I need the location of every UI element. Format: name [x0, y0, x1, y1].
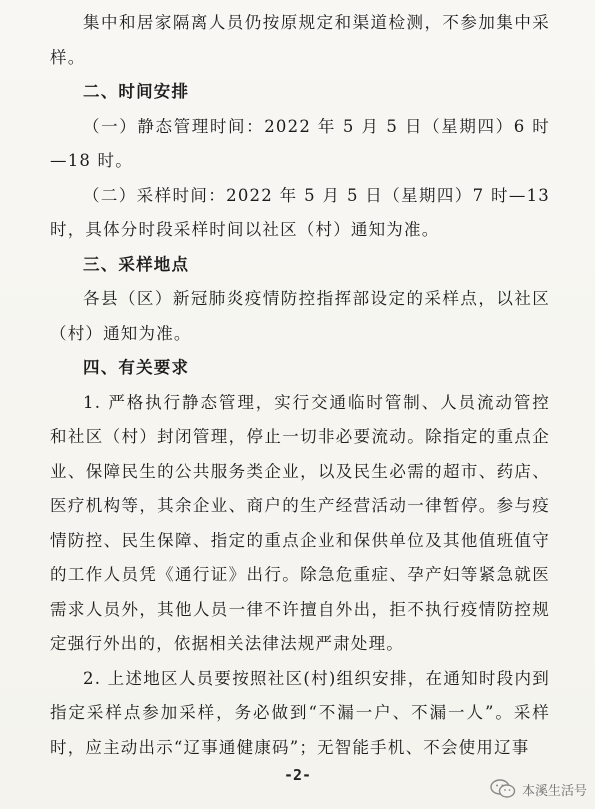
body-paragraph: （一）静态管理时间：2022 年 5 月 5 日（星期四）6 时—18 时。 [50, 116, 550, 170]
watermark [490, 779, 587, 799]
wechat-icon [490, 779, 516, 799]
section-heading: 二、时间安排 [83, 82, 190, 101]
body-paragraph: 1. 严格执行静态管理，实行交通临时管制、人员流动管控和社区（村）封闭管理，停止一切非必要流动。除指定的重点企业、保障民生的公共服务类企业，以及民生必需的超市、药店、医疗机构等，其余企业、商户的生产经营活动一律暂停。参与疫情防控、民生保障、指定的重点企业和保供单位及其他值班值守的工作人员凭《通行证》出行。除急危重症、孕产妇等紧急就医需求人员外，其他人员一律不许擅自外出，拒不执行疫情防控规定强行外出的，依据相关法律法规严肃处理。 [50, 392, 550, 653]
body-paragraph: 各县（区）新冠肺炎疫情防控指挥部设定的采样点，以社区（村）通知为准。 [50, 289, 550, 343]
body-paragraph: 2. 上述地区人员要按照社区(村)组织安排，在通知时段内到指定采样点参加采样，务必做到“不漏一户、不漏一人”。采样时，应主动出示“辽事通健康码”；无智能手机、不会使用辽事 [50, 668, 550, 757]
section-heading: 四、有关要求 [83, 358, 190, 377]
page-number: -2- [283, 766, 312, 784]
section-heading: 三、采样地点 [83, 254, 190, 274]
watermark-text: 本溪生活号 [521, 783, 587, 799]
document-body [50, 6, 550, 765]
body-paragraph: （二）采样时间：2022 年 5 月 5 日（星期四）7 时—13 时，具体分时段采样时间以社区（村）通知为准。 [50, 185, 550, 239]
body-paragraph: 集中和居家隔离人员仍按原规定和渠道检测，不参加集中采样。 [50, 13, 550, 67]
